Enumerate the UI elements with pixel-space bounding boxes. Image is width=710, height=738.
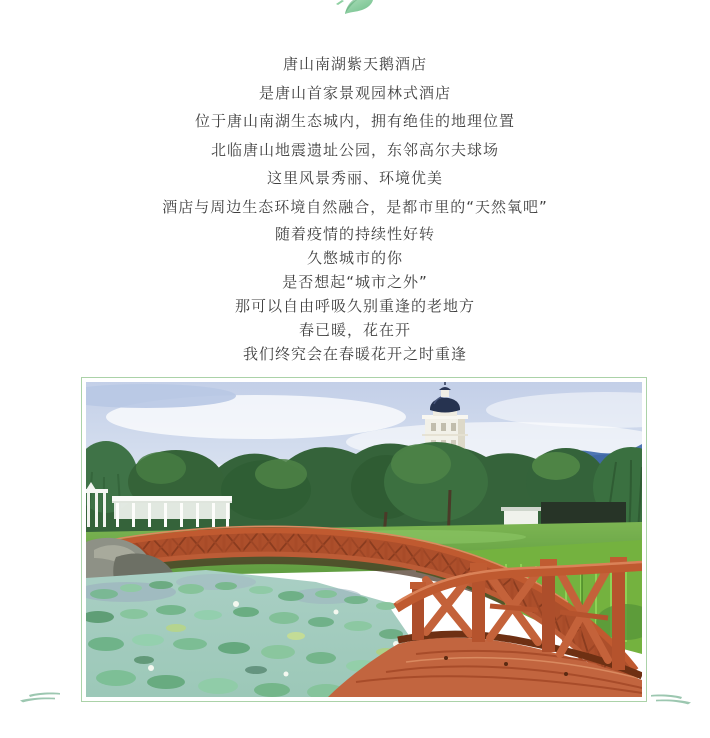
text-line: 那可以自由呼吸久别重逢的老地方 [234,297,475,315]
swoosh-right-icon [650,692,692,706]
text-line: 是唐山首家景观园林式酒店 [258,83,451,102]
text-line: 这里风景秀丽、环境优美 [266,169,443,187]
text-line: 我们终究会在春暖花开之时重逢 [242,345,467,363]
text-line: 久憋城市的你 [306,249,403,267]
intro-paragraph [0,50,710,221]
swoosh-left-icon [19,690,61,704]
scenic-photo-illustration [86,382,642,697]
text-line: 北临唐山地震遗址公园，东邻高尔夫球场 [210,140,499,159]
text-line: 春已暖，花在开 [298,321,411,339]
leaf-decoration-icon [332,0,376,16]
text-line: 位于唐山南湖生态城内，拥有绝佳的地理位置 [194,112,515,130]
reunion-paragraph [0,222,710,366]
hotel-title: 唐山南湖紫天鹅酒店 [282,55,427,73]
text-line: 是否想起“城市之外” [282,273,428,291]
scenic-photo[interactable] [81,377,647,702]
text-line: 随着疫情的持续性好转 [274,225,435,243]
text-line: 酒店与周边生态环境自然融合，是都市里的“天然氧吧” [162,197,548,216]
